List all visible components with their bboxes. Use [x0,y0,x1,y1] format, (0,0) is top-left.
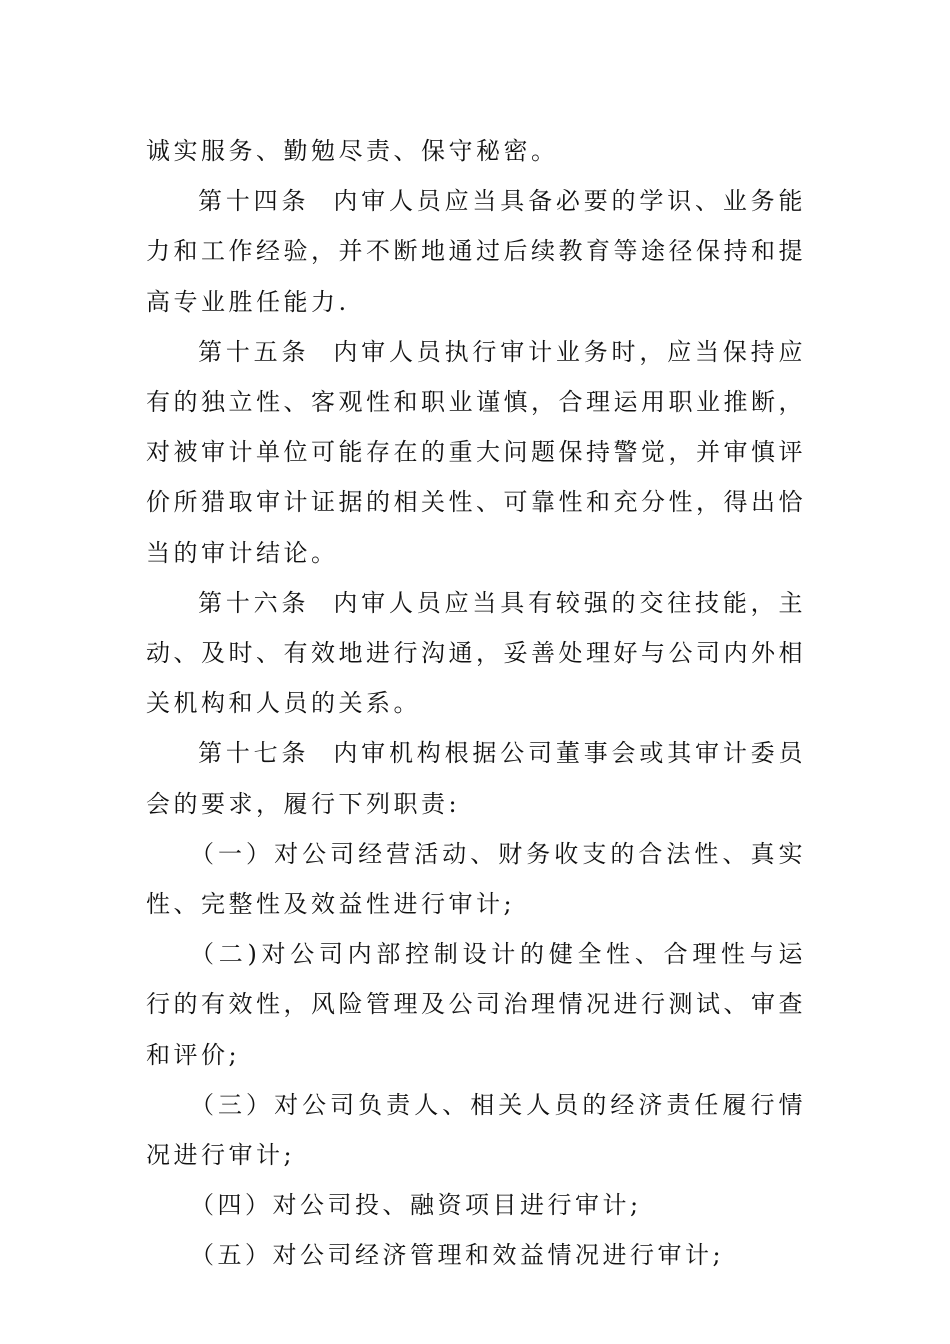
article-number: 第十五条 [198,337,310,366]
list-item-text: （二)对公司内部控制设计的健全性、合理性与运行的有效性，风险管理及公司治理情况进行测试、审查和评价; [146,940,806,1069]
article-number: 第十四条 [198,187,310,216]
document-body [146,126,806,1281]
paragraph-continuation [146,126,806,176]
article-number: 第十六条 [198,588,310,617]
list-item-5 [146,1230,806,1280]
article-text: 内审人员应当具有较强的交往技能，主动、及时、有效地进行沟通，妥善处理好与公司内外相关机构和人员的关系。 [146,588,807,718]
list-item-text: （一）对公司经营活动、财务收支的合法性、真实性、完整性及效益性进行审计; [146,839,806,919]
list-item-4 [146,1180,806,1230]
article-16 [146,578,806,729]
paragraph-text: 诚实服务、勤勉尽责、保守秘密。 [146,137,559,165]
article-number: 第十七条 [198,739,310,768]
article-14 [146,176,806,327]
list-item-3 [146,1080,806,1180]
list-item-text: （四）对公司投、融资项目进行审计; [190,1191,642,1220]
article-17 [146,728,806,828]
list-item-text: （三）对公司负责人、相关人员的经济责任履行情况进行审计; [146,1090,806,1170]
list-item-1 [146,829,806,929]
article-text: 内审人员应当具备必要的学识、业务能力和工作经验，并不断地通过后续教育等途径保持和提高专业胜任能力. [146,187,807,316]
article-15 [146,327,806,578]
article-text: 内审人员执行审计业务时，应当保持应有的独立性、客观性和职业谨慎，合理运用职业推断，对被审计单位可能存在的重大问题保持警觉，并审慎评价所猎取审计证据的相关性、可靠性和充分性，得出恰当的审计结论。 [146,337,807,567]
list-item-2 [146,929,806,1080]
list-item-text: （五）对公司经济管理和效益情况进行审计; [190,1241,725,1270]
article-text: 内审机构根据公司董事会或其审计委员会的要求，履行下列职责: [146,739,807,818]
